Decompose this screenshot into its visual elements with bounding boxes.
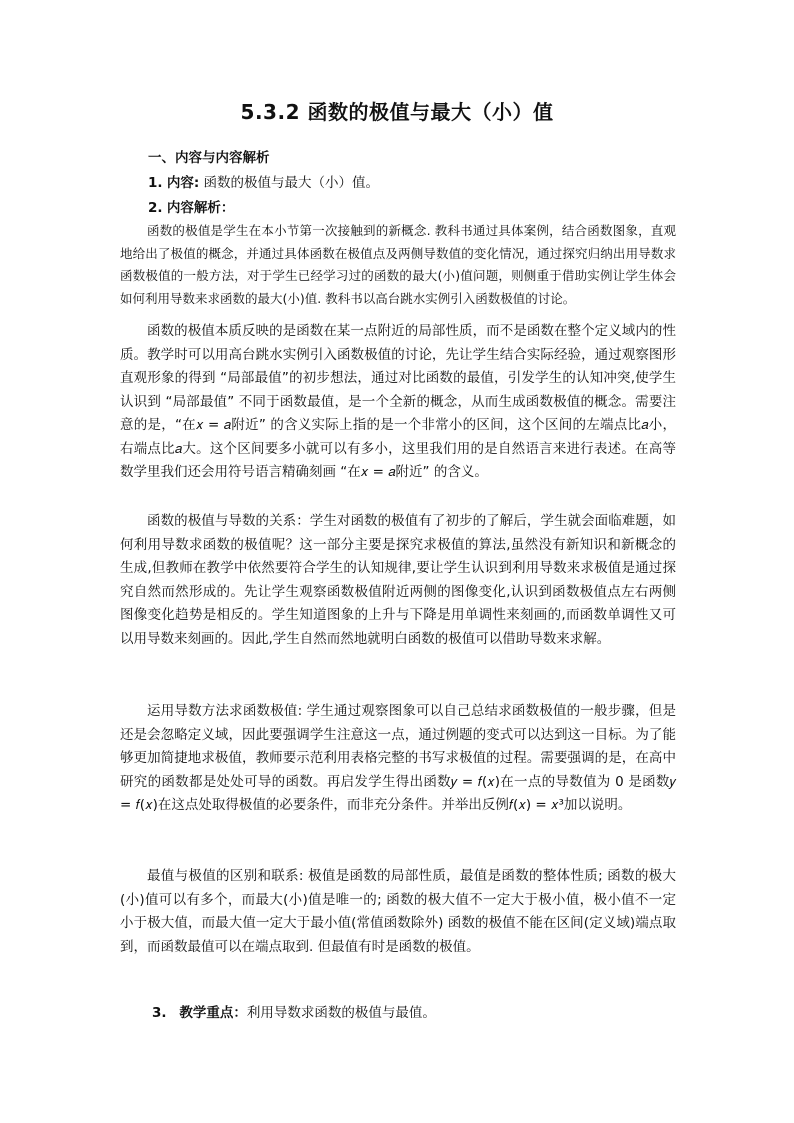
paragraph-method: 运用导数方法求函数极值: 学生通过观察图象可以自己总结求函数极值的一般步骤，但是还是会忽略定义域，因此要强调学生注意这一点，通过例题的变式可以达到这一目标。为了能够更加简捷地求极值，教师要示范利用表格完整的书写求极值的过程。需要强调的是，在高中研究的函数都是处处可导的函数。再启发学生得出函数𝑦 = 𝑓(𝑥)在一点的导数值为 0 是函数𝑦 = 𝑓(𝑥)在这点处取得极值的必要条件，而非充分条件。并举出反例𝑓(𝑥) = 𝑥³加以说明。: [120, 703, 676, 813]
paragraph-essence: 函数的极值本质反映的是函数在某一点附近的局部性质，而不是函数在整个定义域内的性质。教学时可以用高台跳水实例引入函数极值的讨论，先让学生结合实际经验，通过观察图形直观形象的得到 “局部最值”的初步想法，通过对比函数的最值，引发学生的认知冲突,使学生认识到 “局部最值” 不同于函数最值，是一个全新的概念，从而生成函数极值的概念。需要注意的是，“在𝑥 = 𝑎附近” 的含义实际上指的是一个非常小的区间，这个区间的左端点比𝑎小，右端点比𝑎大。这个区间要多小就可以有多小，这里我们用的是自然语言来进行表述。在高等数学里我们还会用符号语言精确刻画 “在𝑥 = 𝑎附近” 的含义。: [120, 323, 676, 480]
item-text: 利用导数求函数的极值与最值。: [246, 1005, 436, 1021]
item-number: 1.: [148, 175, 163, 191]
page-title: 5.3.2 函数的极值与最大（小）值: [240, 100, 554, 124]
item-content: [148, 171, 379, 191]
item-label: 内容:: [166, 175, 200, 191]
item-number: 2.: [148, 200, 163, 216]
item-label: 内容解析：: [166, 200, 235, 216]
paragraph-difference: 最值与极值的区别和联系: 极值是函数的局部性质，最值是函数的整体性质; 函数的极大(小)值可以有多个，而最大(小)值是唯一的; 函数的极大值不一定大于极小值，极小值不一定小于极大值，而最大值一定大于最小值(常值函数除外) 函数的极值不能在区间(定义域)端点取到，而函数最值可以在端点取到. 但最值有时是函数的极值。: [120, 868, 676, 955]
item-text: 函数的极值与最大（小）值。: [199, 175, 380, 191]
item-key-point: [152, 1001, 436, 1021]
section-heading: 一、内容与内容解析: [148, 150, 270, 166]
item-analysis: [148, 196, 234, 216]
item-label: 教学重点：: [179, 1005, 247, 1021]
paragraph-derivative-relation: 函数的极值与导数的关系：学生对函数的极值有了初步的了解后，学生就会面临难题，如何利用导数求函数的极值呢？这一部分主要是探究求极值的算法,虽然没有新知识和新概念的生成,但教师在教学中依然要符合学生的认知规律,要让学生认识到利用导数来求极值是通过探究自然而然形成的。先让学生观察函数极值附近两侧的图像变化,认识到函数极值点左右两侧图像变化趋势是相反的。学生知道图象的上升与下降是用单调性来刻画的,而函数单调性又可以用导数来刻画的。因此,学生自然而然地就明白函数的极值可以借助导数来求解。: [120, 513, 676, 647]
item-number: 3.: [152, 1005, 167, 1021]
paragraph-intro: 函数的极值是学生在本小节第一次接触到的新概念. 教科书通过具体案例，结合函数图象，直观地给出了极值的概念，并通过具体函数在极值点及两侧导数值的变化情况，通过探究归纳出用导数求函数极值的一般方法，对于学生已经学习过的函数的最大(小)值问题，则侧重于借助实例让学生体会如何利用导数来求函数的最大(小)值. 教科书以高台跳水实例引入函数极值的讨论。: [120, 223, 676, 306]
